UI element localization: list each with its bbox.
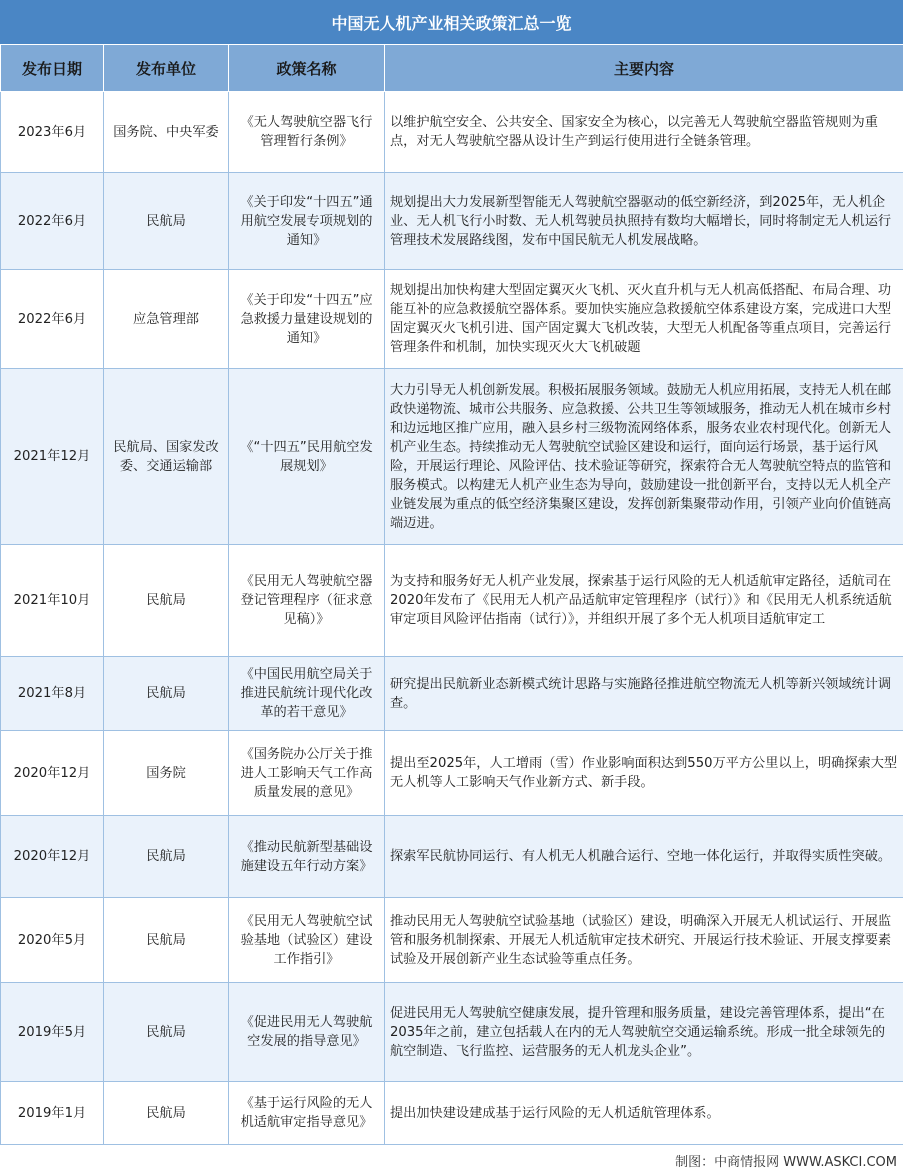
table-header-row [1, 45, 903, 92]
cell-unit: 民航局 [104, 898, 229, 983]
cell-date: 2022年6月 [1, 173, 104, 270]
cell-date: 2021年8月 [1, 657, 104, 731]
cell-name: 《无人驾驶航空器飞行管理暂行条例》 [229, 92, 385, 173]
cell-unit: 民航局 [104, 1082, 229, 1145]
page-title: 中国无人机产业相关政策汇总一览 [0, 0, 903, 44]
cell-unit: 民航局 [104, 173, 229, 270]
table-row [1, 1082, 903, 1145]
cell-content: 规划提出加快构建大型固定翼灭火飞机、灭火直升机与无人机高低搭配、布局合理、功能互补的应急救援航空器体系。要加快实施应急救援航空体系建设方案，完成进口大型固定翼灭火飞机引进、国产固定翼大飞机改装，大型无人机配备等重点项目，完善运行管理条件和机制，加快实现灭火大飞机破题 [385, 270, 903, 369]
cell-content: 以维护航空安全、公共安全、国家安全为核心，以完善无人驾驶航空器监管规则为重点，对无人驾驶航空器从设计生产到运行使用进行全链条管理。 [385, 92, 903, 173]
cell-content: 推动民用无人驾驶航空试验基地（试验区）建设，明确深入开展无人机试运行、开展监管和服务机制探索、开展无人机适航审定技术研究、开展运行技术验证、开展支撑要素试验及开展创新产业生态试验等重点任务。 [385, 898, 903, 983]
cell-name: 《民用无人驾驶航空试验基地（试验区）建设工作指引》 [229, 898, 385, 983]
cell-date: 2021年12月 [1, 369, 104, 545]
cell-unit: 国务院、中央军委 [104, 92, 229, 173]
cell-unit: 应急管理部 [104, 270, 229, 369]
cell-content: 提出加快建设建成基于运行风险的无人机适航管理体系。 [385, 1082, 903, 1145]
cell-content: 为支持和服务好无人机产业发展，探索基于运行风险的无人机适航审定路径，适航司在2020年发布了《民用无人机产品适航审定管理程序（试行）》和《民用无人机系统适航审定项目风险评估指南（试行）》，并组织开展了多个无人机项目适航审定工 [385, 545, 903, 657]
cell-date: 2020年12月 [1, 816, 104, 898]
cell-name: 《基于运行风险的无人机适航审定指导意见》 [229, 1082, 385, 1145]
cell-name: 《“十四五”民用航空发展规划》 [229, 369, 385, 545]
table-row [1, 731, 903, 816]
table-row [1, 983, 903, 1082]
cell-unit: 民航局 [104, 657, 229, 731]
cell-unit: 民航局 [104, 545, 229, 657]
cell-date: 2019年1月 [1, 1082, 104, 1145]
cell-unit: 民航局 [104, 983, 229, 1082]
cell-date: 2020年12月 [1, 731, 104, 816]
header-policy-name: 政策名称 [229, 45, 385, 92]
cell-content: 大力引导无人机创新发展。积极拓展服务领域。鼓励无人机应用拓展，支持无人机在邮政快递物流、城市公共服务、应急救援、公共卫生等领域服务，推动无人机在城市乡村和边远地区推广应用，融入县乡村三级物流网络体系，服务农业农村现代化。创新无人机产业生态。持续推动无人驾驶航空试验区建设和运行，面向运行场景，基于运行风险，开展运行理论、风险评估、技术验证等研究，探索符合无人驾驶航空特点的监管和服务模式。以构建无人机产业生态为导向，鼓励建设一批创新平台，支持以无人机全产业链发展为重点的低空经济集聚区建设，发挥创新集聚带动作用，引领产业向价值链高端迈进。 [385, 369, 903, 545]
cell-name: 《关于印发“十四五”应急救援力量建设规划的通知》 [229, 270, 385, 369]
cell-date: 2023年6月 [1, 92, 104, 173]
cell-content: 促进民用无人驾驶航空健康发展，提升管理和服务质量，建设完善管理体系，提出“在2035年之前，建立包括载人在内的无人驾驶航空交通运输系统。形成一批全球领先的航空制造、飞行监控、运营服务的无人机龙头企业”。 [385, 983, 903, 1082]
cell-name: 《促进民用无人驾驶航空发展的指导意见》 [229, 983, 385, 1082]
cell-name: 《民用无人驾驶航空器登记管理程序（征求意见稿）》 [229, 545, 385, 657]
cell-date: 2020年5月 [1, 898, 104, 983]
cell-content: 规划提出大力发展新型智能无人驾驶航空器驱动的低空新经济，到2025年，无人机企业、无人机飞行小时数、无人机驾驶员执照持有数均大幅增长，同时将制定无人机运行管理技术发展路线图，发布中国民航无人机发展战略。 [385, 173, 903, 270]
policy-table [0, 44, 903, 1145]
table-row [1, 270, 903, 369]
table-row [1, 173, 903, 270]
cell-unit: 民航局 [104, 816, 229, 898]
table-row [1, 657, 903, 731]
header-date: 发布日期 [1, 45, 104, 92]
cell-date: 2021年10月 [1, 545, 104, 657]
table-row [1, 369, 903, 545]
cell-name: 《关于印发“十四五”通用航空发展专项规划的通知》 [229, 173, 385, 270]
table-row [1, 545, 903, 657]
header-content: 主要内容 [385, 45, 903, 92]
cell-unit: 民航局、国家发改委、交通运输部 [104, 369, 229, 545]
source-credit: 制图：中商情报网 WWW.ASKCI.COM [675, 1154, 897, 1170]
cell-content: 研究提出民航新业态新模式统计思路与实施路径推进航空物流无人机等新兴领域统计调查。 [385, 657, 903, 731]
cell-name: 《推动民航新型基础设施建设五年行动方案》 [229, 816, 385, 898]
cell-name: 《国务院办公厅关于推进人工影响天气工作高质量发展的意见》 [229, 731, 385, 816]
cell-date: 2019年5月 [1, 983, 104, 1082]
cell-unit: 国务院 [104, 731, 229, 816]
table-row [1, 816, 903, 898]
cell-name: 《中国民用航空局关于推进民航统计现代化改革的若干意见》 [229, 657, 385, 731]
cell-content: 提出至2025年，人工增雨（雪）作业影响面积达到550万平方公里以上，明确探索大型无人机等人工影响天气作业新方式、新手段。 [385, 731, 903, 816]
cell-date: 2022年6月 [1, 270, 104, 369]
table-row [1, 898, 903, 983]
cell-content: 探索军民航协同运行、有人机无人机融合运行、空地一体化运行，并取得实质性突破。 [385, 816, 903, 898]
table-row [1, 92, 903, 173]
header-unit: 发布单位 [104, 45, 229, 92]
